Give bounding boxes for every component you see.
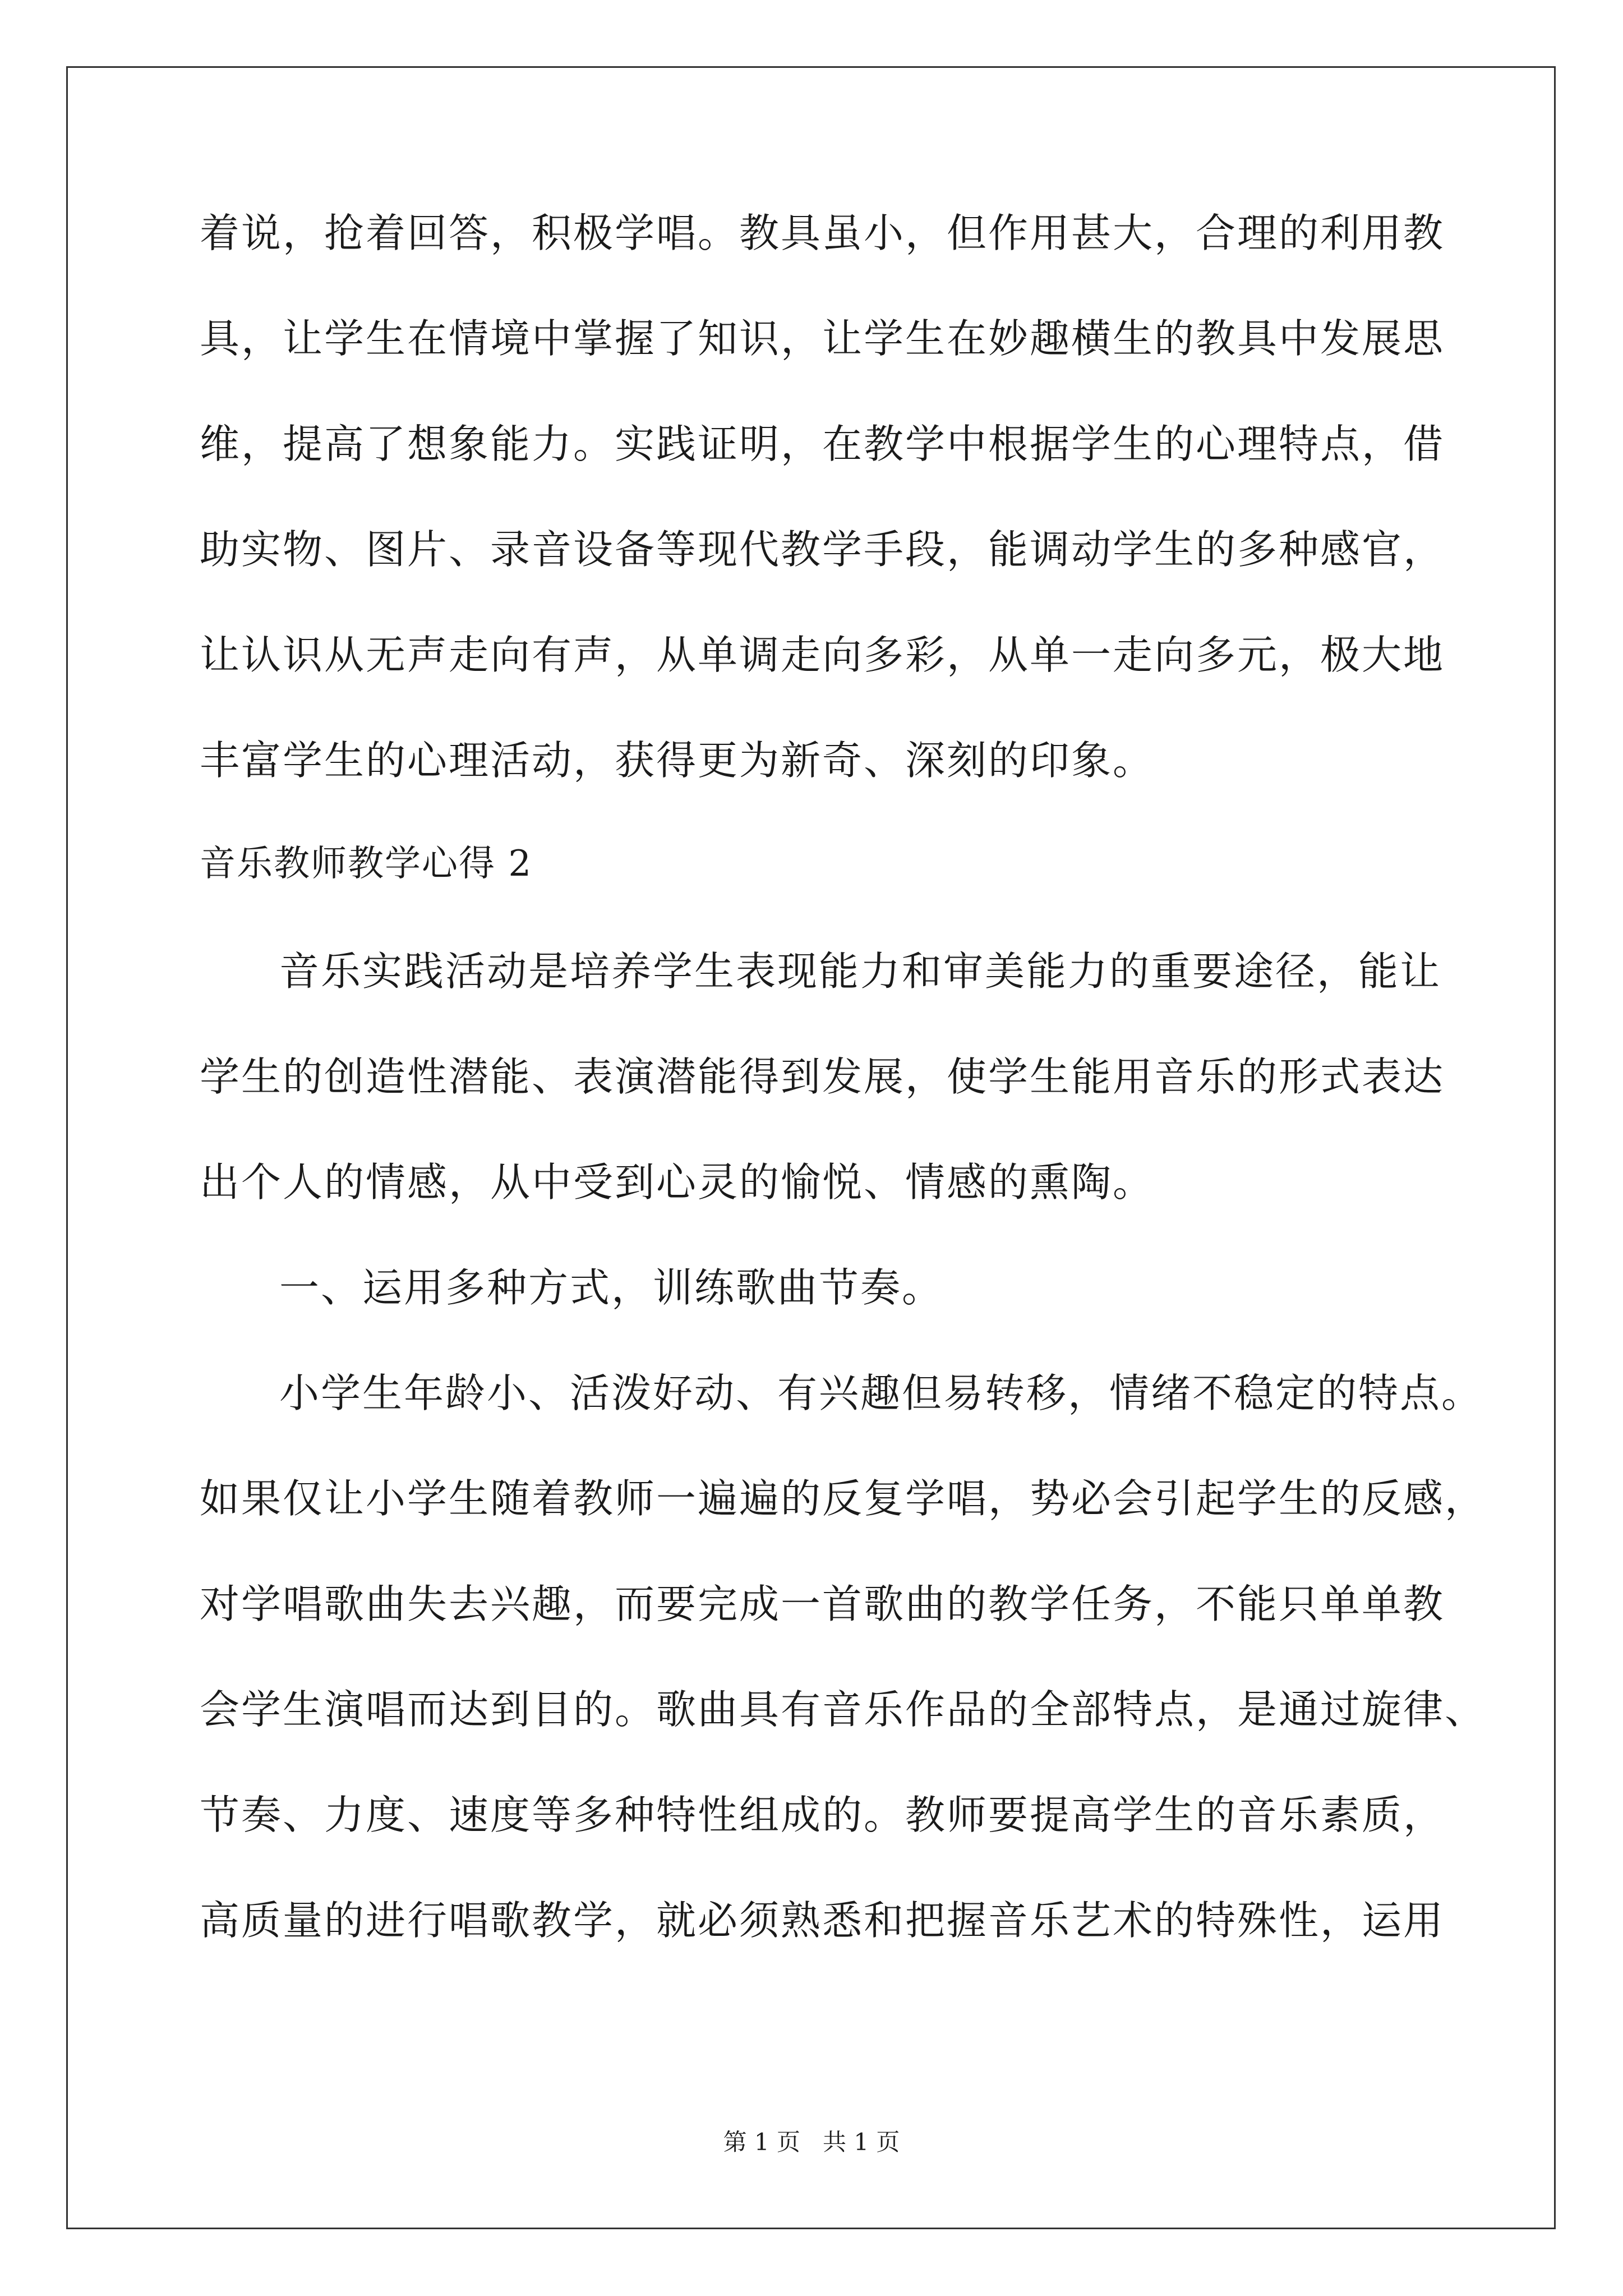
paragraph-line: 着说，抢着回答，积极学唱。教具虽小，但作用甚大，合理的利用教	[200, 210, 1445, 256]
paragraph-line: 会学生演唱而达到目的。歌曲具有音乐作品的全部特点，是通过旋律、	[200, 1686, 1487, 1733]
page-number-total: 共 1 页	[823, 2128, 900, 2156]
paragraph-line: 具，让学生在情境中掌握了知识，让学生在妙趣横生的教具中发展思	[200, 315, 1445, 362]
paragraph-line: 学生的创造性潜能、表演潜能得到发展，使学生能用音乐的形式表达	[200, 1053, 1445, 1100]
paragraph-line: 对学唱歌曲失去兴趣，而要完成一首歌曲的教学任务，不能只单单教	[200, 1581, 1445, 1627]
paragraph-line: 如果仅让小学生随着教师一遍遍的反复学唱，势必会引起学生的反感，	[200, 1475, 1487, 1522]
paragraph-line: 高质量的进行唱歌教学，就必须熟悉和把握音乐艺术的特殊性，运用	[200, 1897, 1445, 1944]
paragraph-line: 助实物、图片、录音设备等现代教学手段，能调动学生的多种感官，	[200, 526, 1445, 573]
section-heading: 音乐教师教学心得 2	[200, 843, 533, 885]
page-number-current: 第 1 页	[723, 2128, 800, 2156]
paragraph-line: 小学生年龄小、活泼好动、有兴趣但易转移，情绪不稳定的特点。	[279, 1370, 1483, 1416]
paragraph-line: 节奏、力度、速度等多种特性组成的。教师要提高学生的音乐素质，	[200, 1792, 1445, 1838]
page-footer	[0, 2128, 1623, 2156]
paragraph-line: 音乐实践活动是培养学生表现能力和审美能力的重要途径，能让	[279, 948, 1442, 995]
paragraph-line: 维，提高了想象能力。实践证明，在教学中根据学生的心理特点，借	[200, 421, 1445, 467]
paragraph-line: 让认识从无声走向有声，从单调走向多彩，从单一走向多元，极大地	[200, 632, 1445, 678]
subheading-line: 一、运用多种方式，训练歌曲节奏。	[279, 1264, 944, 1311]
paragraph-line: 丰富学生的心理活动，获得更为新奇、深刻的印象。	[200, 737, 1155, 784]
paragraph-line: 出个人的情感，从中受到心灵的愉悦、情感的熏陶。	[200, 1159, 1155, 1205]
